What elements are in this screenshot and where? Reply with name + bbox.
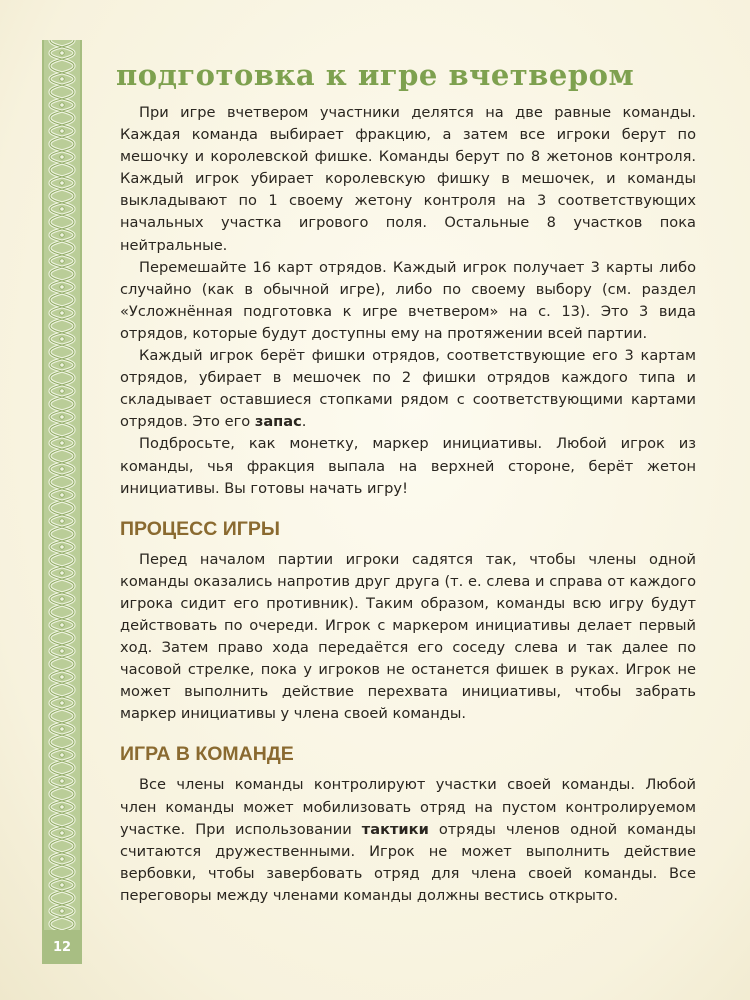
celtic-knot-border-ornament <box>42 40 82 930</box>
knot-node <box>60 337 64 341</box>
knot-node <box>60 727 64 731</box>
para3-text-before: Каждый игрок берёт фишки отрядов, соответствующие его 3 картам отрядов, убирает в мешочек по 2 фишки отрядов каждого типа и складывает оставшиеся стопками рядом с соответствующими картами отрядов. Это его <box>120 347 696 431</box>
knot-node <box>60 415 64 419</box>
intro-paragraph-1: При игре вчетвером участники делятся на две равные команды. Каждая команда выбирает фракцию, а затем все игроки берут по мешочку и королевской фишке. Команды берут по 8 жетонов контроля. Каждый игрок убирает королевскую фишку в мешочек, и команды выкладывают по 1 своему жетону контроля на 3 соответствующих начальных участка игрового поля. Остальные 8 участков пока нейтральные. <box>120 104 696 254</box>
knot-node <box>60 701 64 705</box>
process-paragraph: Перед началом партии игроки садятся так, чтобы члены одной команды оказались напротив друг друга (т. е. слева и справа от каждого игрока сидит его противник). Таким образом, команды всю игру будут действовать по очереди. Игрок с маркером инициативы делает первый ход. Затем право хода передаётся его соседу слева и так далее по часовой стрелке, пока у игроков не останется фишек в руках. Игрок не может выполнить действие перехвата инициативы, чтобы забрать маркер инициативы у члена своей команды. <box>120 550 696 723</box>
knot-node <box>60 519 64 523</box>
page-content <box>116 58 697 907</box>
page-title: подготовка к игре вчетвером <box>116 58 635 92</box>
knot-node <box>60 389 64 393</box>
knot-node <box>60 155 64 159</box>
knot-node <box>60 493 64 497</box>
knot-node <box>60 805 64 809</box>
team-text-after: отряды членов одной команды считаются дружественными. Игрок не может выполнить действие вербовки, чтобы завербовать отряд для члена своей команды. Все переговоры между членами команды должны вестись открыто. <box>120 820 697 904</box>
knot-node <box>60 883 64 887</box>
knot-node <box>60 181 64 185</box>
section-heading-team: ИГРА В КОМАНДЕ <box>120 743 294 766</box>
knot-node <box>60 649 64 653</box>
team-paragraph <box>120 774 696 907</box>
knot-node <box>60 831 64 835</box>
knot-node <box>60 597 64 601</box>
knot-node <box>60 311 64 315</box>
keyword-taktiki: тактики <box>361 820 429 838</box>
para3-text-after: . <box>301 413 307 431</box>
team-text-before: Все члены команды контролируют участки своей команды. Любой член команды может мобилизовать отряд на пустом контролируемом участке. При использовании <box>120 776 696 838</box>
knot-node <box>60 129 64 133</box>
knot-pattern <box>44 40 80 930</box>
knot-node <box>60 441 64 445</box>
knot-node <box>60 675 64 679</box>
knot-node <box>60 77 64 81</box>
knot-node <box>60 259 64 263</box>
knot-node <box>60 207 64 211</box>
knot-node <box>60 363 64 367</box>
knot-node <box>60 779 64 783</box>
page-number-box <box>42 930 82 964</box>
knot-node <box>60 51 64 55</box>
knot-node <box>60 103 64 107</box>
knot-node <box>60 571 64 575</box>
section-heading-process: ПРОЦЕСС ИГРЫ <box>120 517 280 540</box>
knot-node <box>60 857 64 861</box>
intro-paragraph-2: Перемешайте 16 карт отрядов. Каждый игрок получает 3 карты либо случайно (как в обычной игре), либо по своему выбору (см. раздел «Усложнённая подготовка к игре вчетвером» на с. 13). Это 3 вида отрядов, которые будут доступны ему на протяжении всей партии. <box>120 258 696 342</box>
intro-paragraph-3 <box>120 345 696 433</box>
knot-node <box>60 233 64 237</box>
knot-node <box>60 623 64 627</box>
knot-node <box>60 753 64 757</box>
knot-node <box>60 545 64 549</box>
knot-node <box>60 909 64 913</box>
knot-node <box>60 285 64 289</box>
intro-paragraph-4: Подбросьте, как монетку, маркер инициативы. Любой игрок из команды, чья фракция выпала на верхней стороне, берёт жетон инициативы. Вы готовы начать игру! <box>120 435 696 497</box>
knot-node <box>60 467 64 471</box>
page-number: 12 <box>52 939 72 955</box>
keyword-zapas: запас <box>254 413 302 431</box>
